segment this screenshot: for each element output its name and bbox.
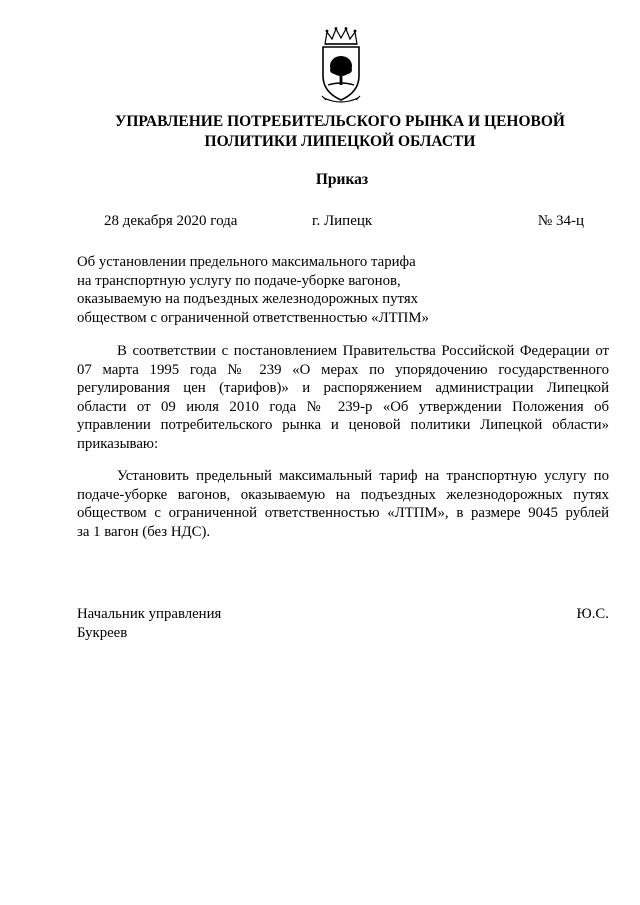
paragraph-line: Установить предельный максимальный тариф на транспортную услугу по: [117, 468, 609, 484]
signature-block: [77, 605, 221, 643]
document-type: Приказ: [315, 171, 369, 188]
paragraph-line: обществом с ограниченной ответственностью «ЛТПМ», в размере 9045 рублей: [77, 505, 609, 521]
paragraph-line: 07 марта 1995 года № 239 «О мерах по упорядочению государственного: [77, 361, 609, 378]
organization-title: [60, 112, 620, 152]
signatory-title: Начальник управления: [77, 606, 222, 622]
document-city: г. Липецк: [312, 213, 373, 229]
signatory-surname: Букреев: [77, 625, 128, 641]
paragraph-line: регулирования цен (тарифов)» и распоряжением администрации Липецкой: [77, 380, 609, 396]
paragraph-line: за 1 вагон (без НДС).: [77, 523, 211, 540]
paragraph-line: управлении потребительского рынка и ценовой политики Липецкой области»: [77, 417, 609, 433]
order-paragraph: [77, 467, 609, 541]
paragraph-line: подаче-уборке вагонов, оказываемую на подъездных железнодорожных путях: [77, 486, 609, 503]
subject-line: Об установлении предельного максимального тарифа: [77, 254, 416, 270]
document-number: № 34-ц: [537, 213, 584, 229]
coat-of-arms-emblem: [318, 26, 364, 106]
organization-title-line-2: ПОЛИТИКИ ЛИПЕЦКОЙ ОБЛАСТИ: [204, 133, 476, 150]
signatory-initials: Ю.С.: [576, 606, 609, 622]
document-date: 28 декабря 2020 года: [104, 213, 238, 229]
paragraph-line: В соответствии с постановлением Правительства Российской Федерации от: [117, 343, 609, 359]
paragraph-line: области от 09 июля 2010 года № 239-р «Об утверждении Положения об: [77, 398, 609, 415]
subject-line: обществом с ограниченной ответственностью «ЛТПМ»: [77, 309, 429, 326]
paragraph-line: приказываю:: [77, 435, 159, 452]
lipetsk-coat-of-arms-icon: [318, 26, 364, 106]
document-subject: [77, 253, 429, 327]
organization-title-line-1: УПРАВЛЕНИЕ ПОТРЕБИТЕЛЬСКОГО РЫНКА И ЦЕНОВОЙ: [115, 113, 565, 130]
subject-line: на транспортную услугу по подаче-уборке вагонов,: [77, 272, 401, 289]
subject-line: оказываемую на подъездных железнодорожных путях: [77, 291, 419, 307]
preamble-paragraph: [77, 342, 609, 453]
